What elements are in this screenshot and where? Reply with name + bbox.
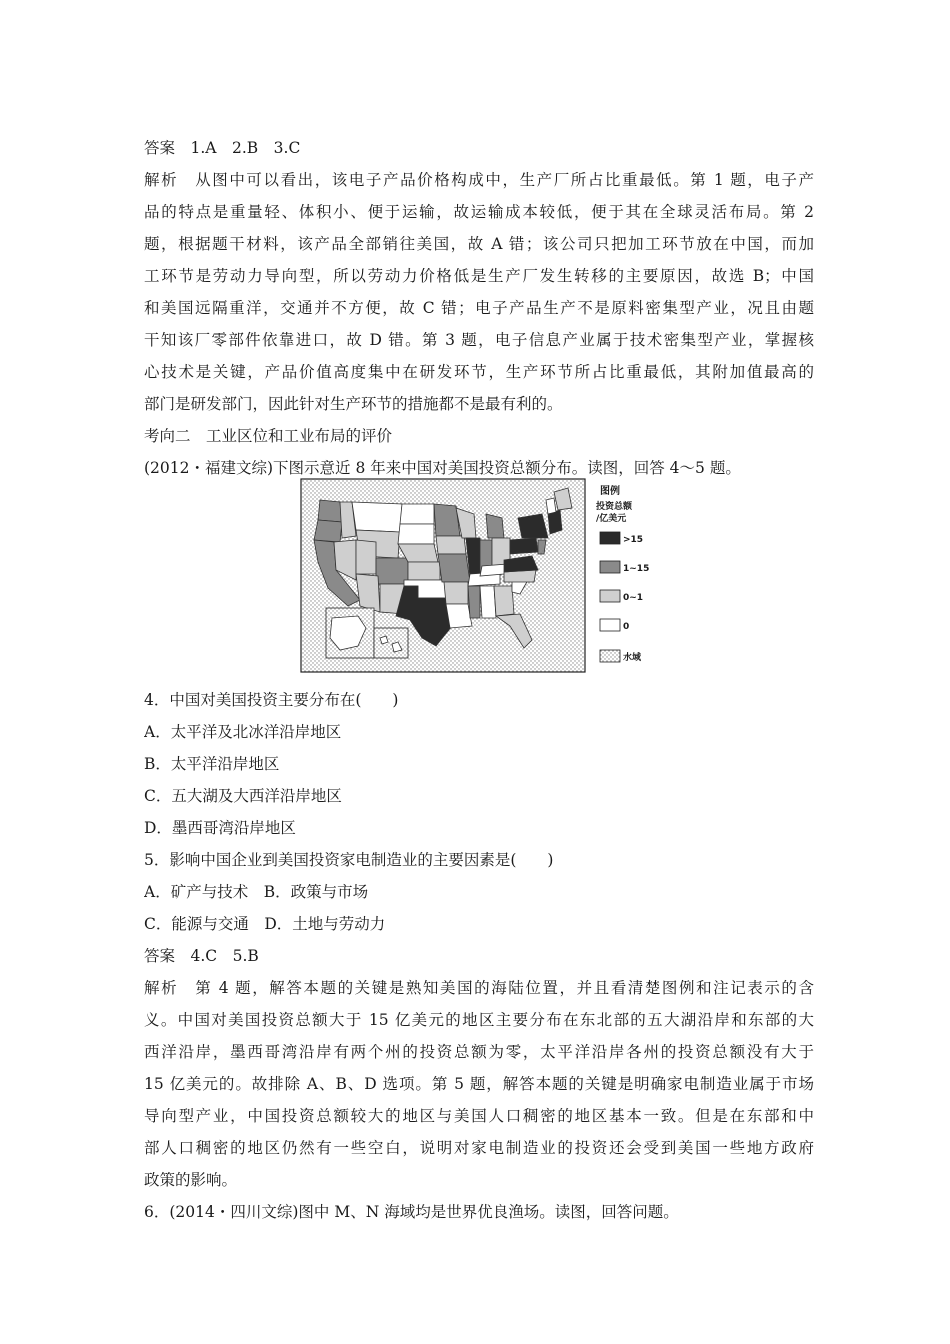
- analysis-2-line: 义。中国对美国投资总额大于 15 亿美元的地区主要分布在东北部的五大湖沿岸和东部的大: [144, 1011, 814, 1029]
- state-kansas: [408, 562, 440, 580]
- analysis-1-line: 部门是研发部门，因此针对生产环节的措施都不是最有利的。: [144, 395, 563, 413]
- legend-swatch: [600, 590, 620, 602]
- legend-label: 0: [623, 622, 630, 632]
- answer-line-1: 答案 1.A 2.B 3.C: [144, 139, 301, 157]
- question-intro: (2012・福建文综)下图示意近 8 年来中国对美国投资总额分布。读图，回答 4～5 题。: [144, 459, 741, 477]
- state-colorado: [376, 558, 408, 584]
- analysis-2-line: 部人口稠密的地区仍然有一些空白，说明对家电制造业的投资还会受到美国一些地方政府: [144, 1139, 814, 1157]
- question-4-option-b: B．太平洋沿岸地区: [144, 755, 280, 773]
- analysis-2-line: 西洋沿岸，墨西哥湾沿岸有两个州的投资总额为零，太平洋沿岸各州的投资总额没有大于: [144, 1043, 814, 1061]
- investment-map-figure: [300, 478, 652, 674]
- state-georgia: [494, 586, 514, 616]
- question-4-option-a: A．太平洋及北冰洋沿岸地区: [144, 723, 342, 741]
- legend-label: 0~1: [623, 593, 644, 603]
- state-oregon: [314, 520, 342, 542]
- hawaii-inset: [374, 628, 408, 658]
- state-washington: [318, 500, 342, 522]
- state-montana: [352, 502, 402, 532]
- state-michigan: [486, 514, 504, 538]
- legend-label: >15: [623, 535, 644, 545]
- state-utah: [356, 540, 376, 574]
- state-south-dakota: [398, 524, 434, 544]
- question-5-options-cd: C．能源与交通 D．土地与劳动力: [144, 915, 386, 933]
- legend-title: 图例: [600, 486, 620, 497]
- state-pennsylvania: [510, 538, 538, 554]
- question-4-option-d: D．墨西哥湾沿岸地区: [144, 819, 296, 837]
- analysis-1-line: 工环节是劳动力导向型，所以劳动力价格低是生产厂发生转移的主要原因，故选 B；中国: [144, 267, 814, 285]
- state-missouri: [438, 554, 470, 582]
- state-alabama: [480, 586, 496, 618]
- section-heading: 考向二 工业区位和工业布局的评价: [144, 427, 393, 445]
- question-6-stem: 6．(2014・四川文综)图中 M、N 海域均是世界优良渔场。读图，回答问题。: [144, 1203, 679, 1221]
- legend-water-label: 水域: [623, 653, 642, 663]
- analysis-1-line: 和美国远隔重洋，交通并不方便，故 C 错；电子产品生产不是原料密集型产业，况且由题: [144, 299, 814, 317]
- answer-line-2: 答案 4.C 5.B: [144, 947, 259, 965]
- state-north-dakota: [400, 504, 434, 524]
- question-5-options-ab: A．矿产与技术 B．政策与市场: [144, 883, 369, 901]
- state-iowa: [436, 536, 466, 554]
- legend-subtitle-1: 投资总额: [596, 502, 633, 512]
- analysis-2-line: 政策的影响。: [144, 1171, 238, 1189]
- state-hawaii-1: [380, 636, 388, 644]
- us-map-svg: [300, 478, 652, 674]
- state-mississippi: [468, 586, 480, 618]
- question-5-stem: 5．影响中国企业到美国投资家电制造业的主要因素是( ): [144, 851, 554, 869]
- state-arkansas: [444, 582, 468, 604]
- legend-label: 1~15: [623, 564, 650, 574]
- analysis-1-line: 心技术是关键，产品价值高度集中在研发环节，生产环节所占比重最低，其附加值最高的: [144, 363, 814, 381]
- analysis-1-line: 题，根据题干材料，该产品全部销往美国，故 A 错；该公司只把加工环节放在中国，而加: [144, 235, 814, 253]
- legend-swatch: [600, 561, 620, 573]
- legend-subtitle-2: /亿美元: [596, 514, 627, 524]
- legend-water-swatch: [600, 650, 620, 662]
- legend-swatch: [600, 532, 620, 544]
- analysis-2-line: 解析 第 4 题，解答本题的关键是熟知美国的海陆位置，并且看清楚图例和注记表示的含: [144, 979, 814, 997]
- analysis-1-line: 解析 从图中可以看出，该电子产品价格构成中，生产厂所占比重最低。第 1 题，电子产: [144, 171, 814, 189]
- analysis-1-line: 品的特点是重量轻、体积小、便于运输，故运输成本较低，便于其在全球灵活布局。第 2: [144, 203, 814, 221]
- legend-swatch: [600, 619, 620, 631]
- state-vermont: [546, 498, 556, 514]
- question-4-stem: 4．中国对美国投资主要分布在( ): [144, 691, 399, 709]
- analysis-1-line: 干知该厂零部件依靠进口，故 D 错。第 3 题，电子信息产业属于技术密集型产业，掌握核: [144, 331, 814, 349]
- question-4-option-c: C．五大湖及大西洋沿岸地区: [144, 787, 342, 805]
- state-louisiana: [446, 604, 472, 628]
- legend: [596, 484, 649, 663]
- analysis-2-line: 导向型产业，中国投资总额较大的地区与美国人口稠密的地区基本一致。但是在东部和中: [144, 1107, 814, 1125]
- analysis-2-line: 15 亿美元的。故排除 A、B、D 选项。第 5 题，解答本题的关键是明确家电制造业属于市场: [144, 1075, 814, 1093]
